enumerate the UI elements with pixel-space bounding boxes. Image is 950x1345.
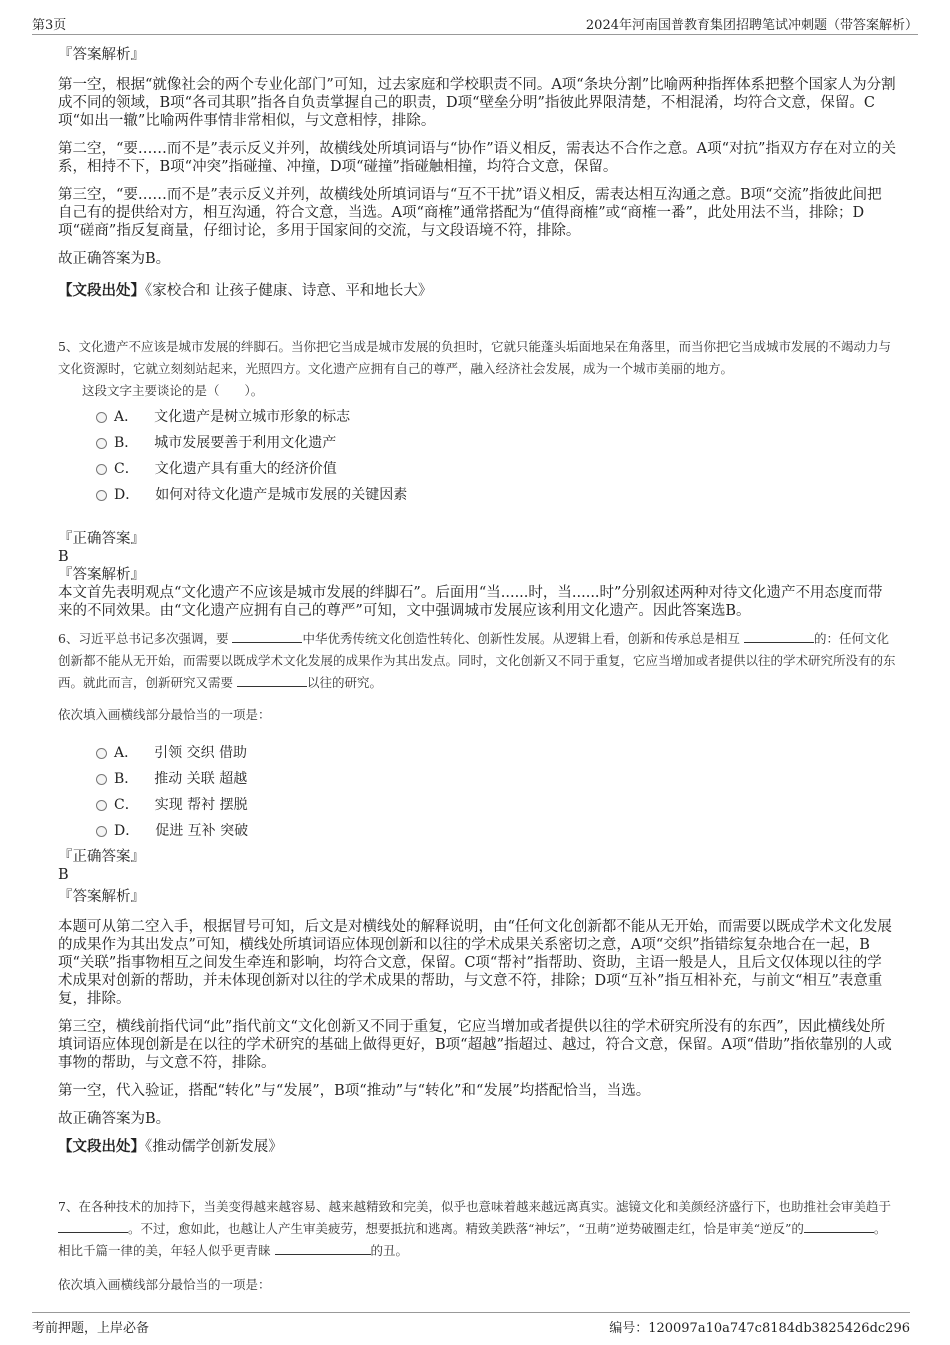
fill-blank [58,1220,128,1233]
question-prompt: 依次填入画横线部分最恰当的一项是： [58,707,271,722]
correct-answer: B [58,867,69,883]
page-number: 第3页 [32,18,67,33]
radio-button[interactable] [96,774,107,785]
fill-blank [232,630,302,643]
option-a[interactable]: A． 文化遗产是树立城市形象的标志 [58,404,896,430]
fill-blank [804,1220,874,1233]
source-title: 《家校合和 让孩子健康、诗意、平和地长大》 [145,283,433,299]
correct-answer: B [58,549,69,565]
fill-blank [744,630,814,643]
source-line [58,1138,896,1156]
analysis-paragraph: 第二空，“要……而不是”表示反义并列，故横线处所填词语与“协作”语义相反，需表达不合作之意。A项“对抗”指双方存在对立的关系，相持不下，B项“冲突”指碰撞、冲撞，D项“碰撞”指碰触相撞，均符合文意，保留。 [58,141,896,175]
radio-button[interactable] [96,438,107,449]
radio-button[interactable] [96,826,107,837]
option-b[interactable]: B． 推动 关联 超越 [58,766,896,792]
conclusion: 故正确答案为B。 [58,1111,171,1127]
radio-button[interactable] [96,464,107,475]
option-d[interactable]: D． 促进 互补 突破 [58,818,896,844]
question-stem: 6、习近平总书记多次强调，要 中华优秀传统文化创造性转化、创新性发展。从逻辑上看，创新和传承总是相互 的：任何文化创新都不能从无开始，而需要以既成学术文化发展的成果作为其出发点。同时，文化创新又不同于重复，它应当增加或者提供以往的学术研究所没有的东西。就此而言，创新研究又需要 以往的研究。 [58,631,896,690]
question-prompt: 这段文字主要谈论的是（ ）。 [82,383,264,398]
question-stem: 7、在各种技术的加持下，当美变得越来越容易、越来越精致和完美，似乎也意味着越来越远离真实。滤镜文化和美颜经济盛行下，也助推社会审美趋于 。不过，愈如此，也越让人产生审美疲劳，想要抵抗和逃离。精致美跌落“神坛”，“丑萌”逆势破圈走红，恰是审美“逆反”的 。相比千篇一律的美，年轻人似乎更青睐 的丑。 [58,1199,891,1258]
radio-button[interactable] [96,412,107,423]
footer-slogan: 考前押题，上岸必备 [32,1321,150,1336]
analysis-paragraph: 本文首先表明观点“文化遗产不应该是城市发展的绊脚石”。后面用“当......时，当......时”分别叙述两种对待文化遗产不用态度而带来的不同效果。由“文化遗产应拥有自己的尊严”可知，文中强调城市发展应该利用文化遗产。因此答案选B。 [58,585,883,619]
fill-blank [237,674,307,687]
radio-button[interactable] [96,490,107,501]
question-prompt: 依次填入画横线部分最恰当的一项是： [58,1277,271,1292]
analysis-paragraph: 第一空，根据“就像社会的两个专业化部门”可知，过去家庭和学校职责不同。A项“条块分割”比喻两种指挥体系把整个国家人为分割成不同的领域，B项“各司其职”指各自负责掌握自己的职责，D项“壁垒分明”指彼此界限清楚，不相混淆，均符合文意，保留。C项“如出一辙”比喻两件事情非常相似，与文意相悖，排除。 [58,77,896,129]
analysis-heading: 『答案解析』 [58,567,145,583]
source-label: 【文段出处】 [58,1138,145,1155]
analysis-paragraph: 第三空，“要……而不是”表示反义并列，故横线处所填词语与“互不干扰”语义相反，需表达相互沟通之意。B项“交流”指彼此间把自己有的提供给对方，相互沟通，符合文意，当选。A项“商榷”通常搭配为“值得商榷”或“商榷一番”，此处用法不当，排除；D项“磋商”指反复商量，仔细讨论，多用于国家间的交流，与文段语境不符，排除。 [58,187,882,239]
analysis-paragraph: 本题可从第二空入手，根据冒号可知，后文是对横线处的解释说明，由“任何文化创新都不能从无开始，而需要以既成学术文化发展的成果作为其出发点”可知，横线处所填词语应体现创新和以往的学术成果关系密切之意，A项“交织”指错综复杂地合在一起，B项“关联”指事物相互之间发生牵连和影响，均符合文意，保留。C项“帮衬”指帮助、资助，主语一般是人，且后文仅体现以往的学术成果对创新的帮助，并未体现创新对以往的学术成果的帮助，与文意不符，排除；D项“互补”指互相补充，与前文“相互”表意重复，排除。 [58,919,892,1007]
radio-button[interactable] [96,748,107,759]
q4-analysis [58,46,896,310]
page-header [32,14,918,35]
analysis-paragraph: 第一空，代入验证，搭配“转化”与“发展”，B项“推动”与“转化”和“发展”均搭配恰当，当选。 [58,1083,651,1099]
question-5 [58,336,896,620]
option-a[interactable]: A． 引领 交织 借助 [58,740,896,766]
analysis-heading: 『答案解析』 [58,889,145,905]
question-7 [58,1196,896,1296]
document-id: 编号：120097a10a747c8184db3825426dc296 [609,1321,910,1336]
source-label: 【文段出处】 [58,282,145,299]
option-d[interactable]: D． 如何对待文化遗产是城市发展的关键因素 [58,482,896,508]
answer-heading: 『正确答案』 [58,531,145,547]
conclusion: 故正确答案为B。 [58,251,171,267]
analysis-paragraph: 第三空，横线前指代词“此”指代前文“文化创新又不同于重复，它应当增加或者提供以往的学术研究所没有的东西”，因此横线处所填词语应体现创新是在以往的学术研究的基础上做得更好，B项“超越”指超过、越过，符合文意，保留。A项“借助”指依靠别的人或事物的帮助，与文意不符，排除。 [58,1019,892,1071]
source-line [58,282,896,300]
document-title: 2024年河南国普教育集团招聘笔试冲刺题（带答案解析） [585,18,918,33]
source-title: 《推动儒学创新发展》 [145,1139,283,1155]
page-footer [32,1312,910,1335]
radio-button[interactable] [96,800,107,811]
analysis-heading: 『答案解析』 [58,47,145,63]
option-c[interactable]: C． 实现 帮衬 摆脱 [58,792,896,818]
question-6 [58,628,896,1166]
answer-heading: 『正确答案』 [58,849,145,865]
question-stem: 5、文化遗产不应该是城市发展的绊脚石。当你把它当成是城市发展的负担时，它就只能蓬头垢面地呆在角落里，而当你把它当成城市发展的不竭动力与文化资源时，它就立刻刻站起来，光照四方。文化遗产应拥有自己的尊严，融入经济社会发展，成为一个城市美丽的地方。 [58,339,891,376]
option-c[interactable]: C． 文化遗产具有重大的经济价值 [58,456,896,482]
option-b[interactable]: B． 城市发展要善于利用文化遗产 [58,430,896,456]
fill-blank [275,1242,371,1255]
